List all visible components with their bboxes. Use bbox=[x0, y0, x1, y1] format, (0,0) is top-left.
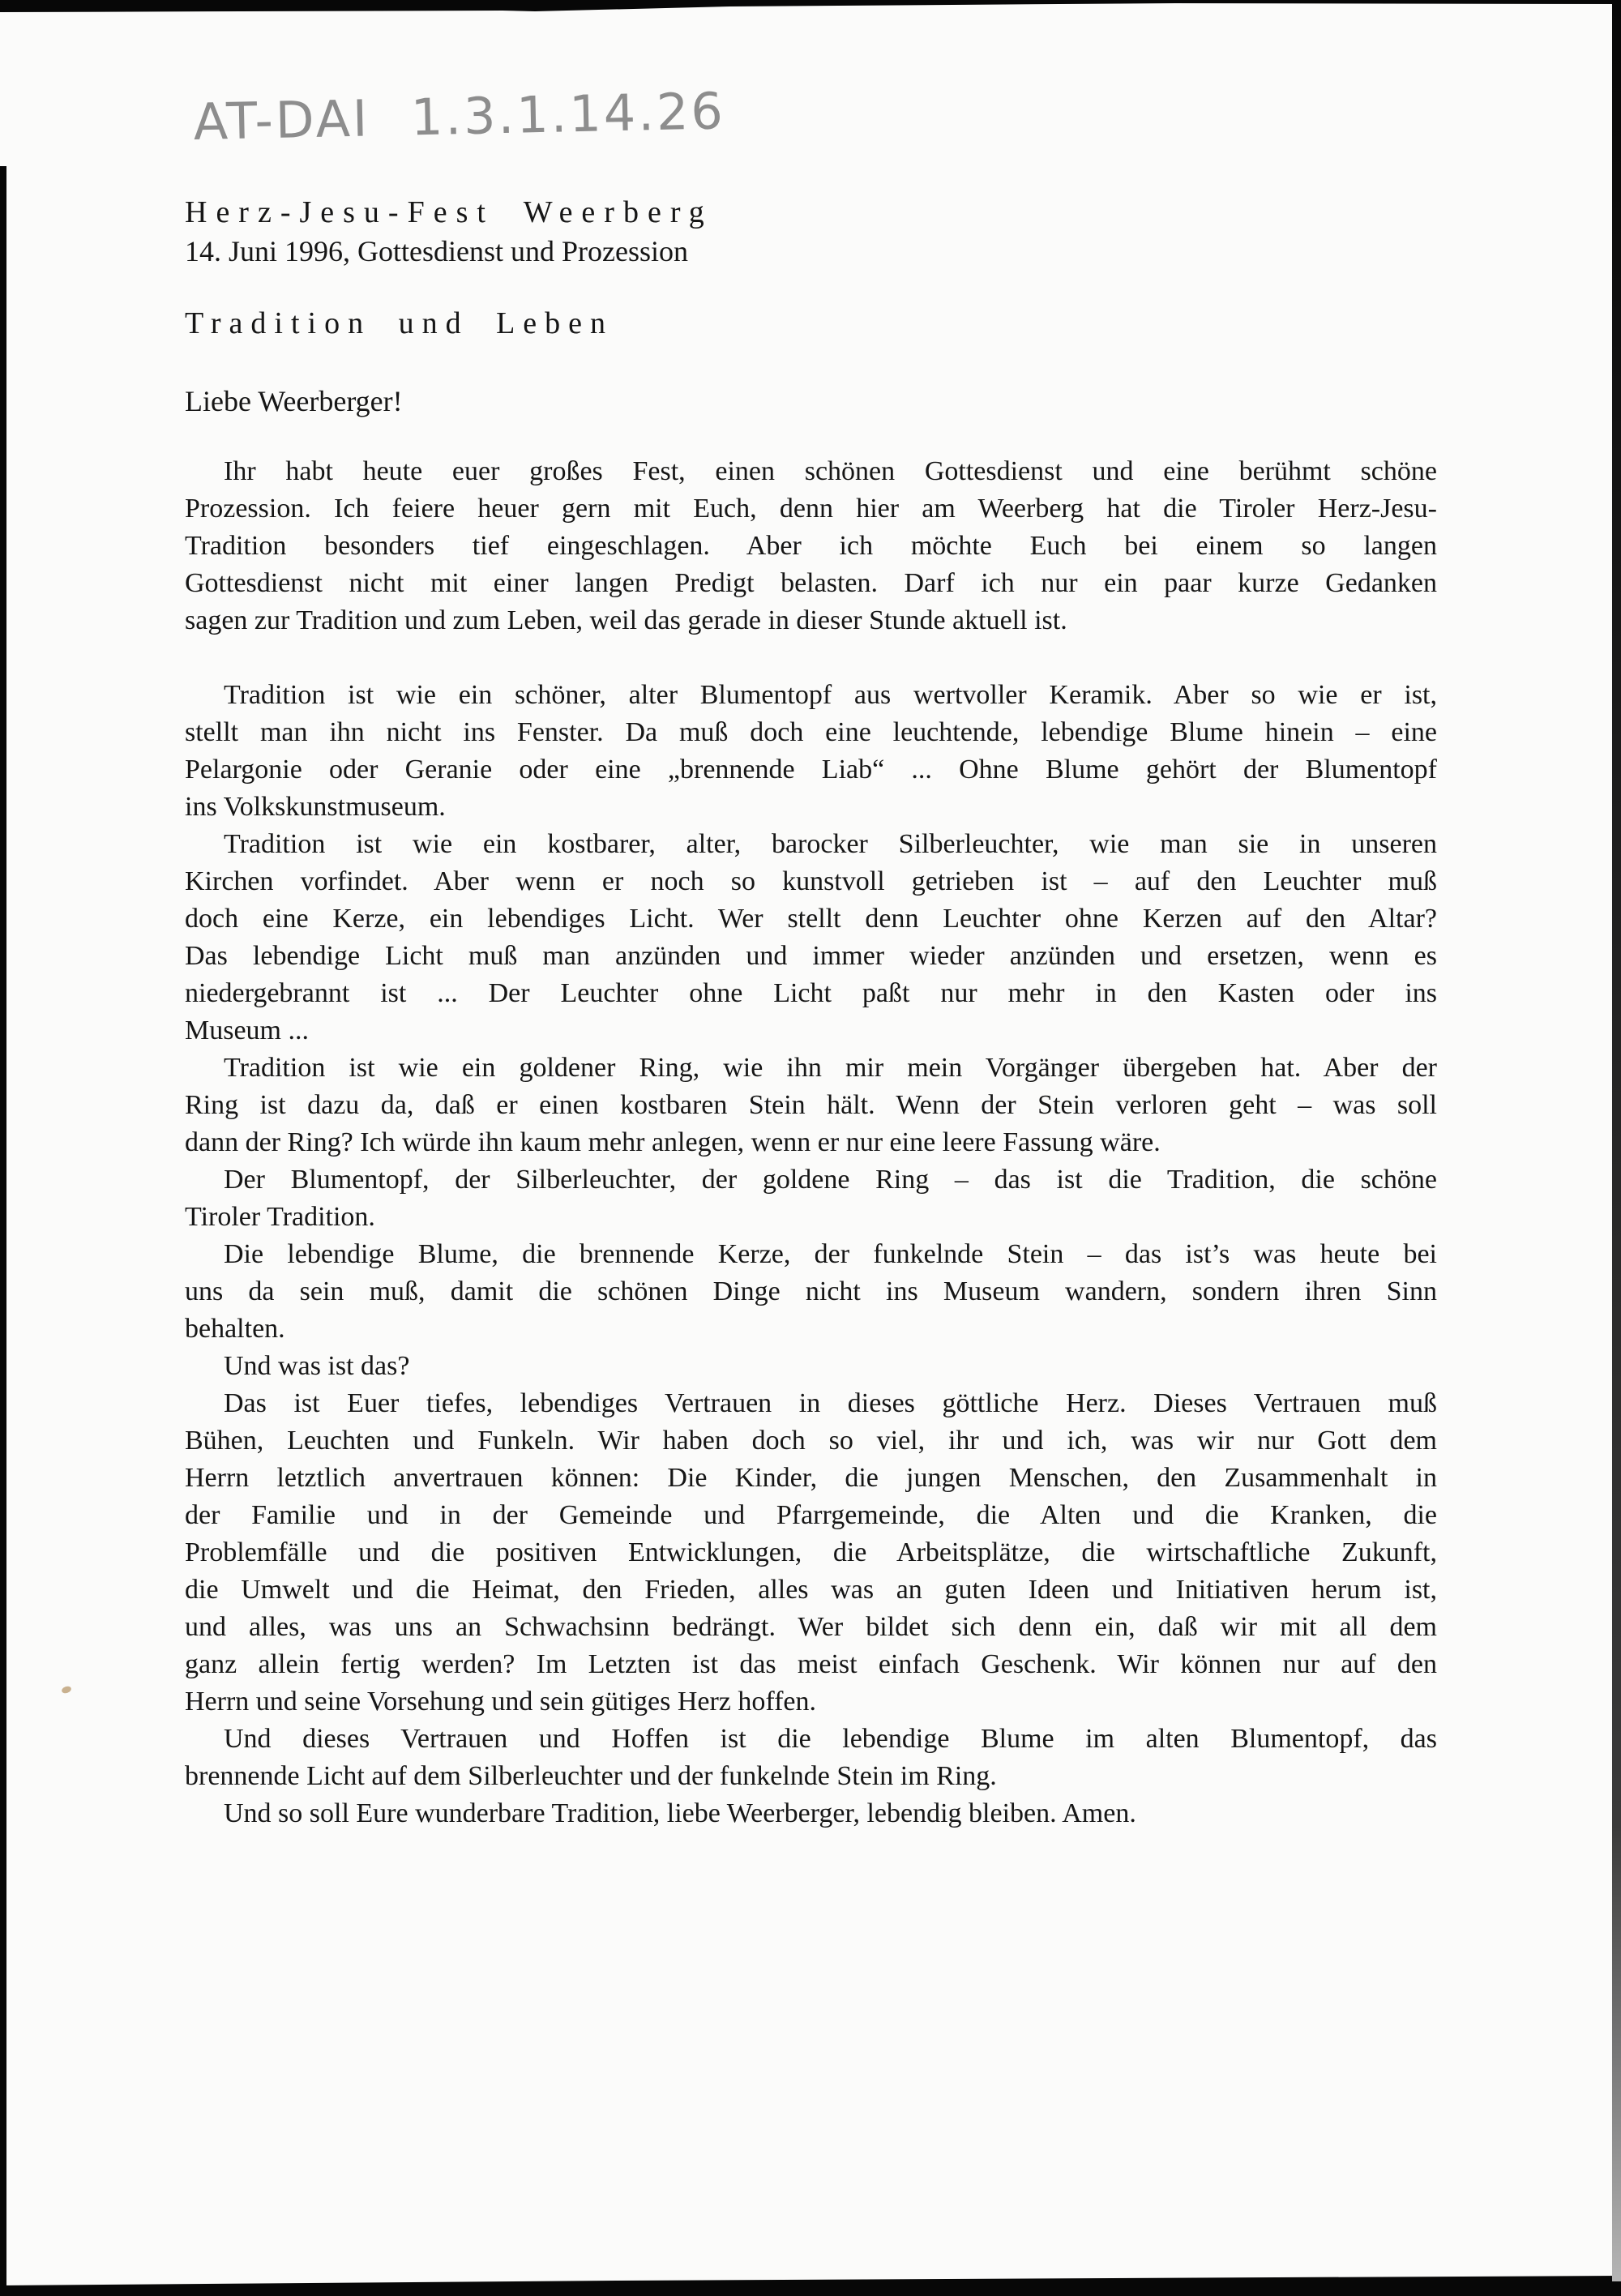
text-line: Der Blumentopf, der Silberleuchter, der goldene Ring – das ist die Tradition, die schöne bbox=[224, 1165, 1437, 1195]
scan-top-band bbox=[0, 0, 1621, 12]
paragraph bbox=[185, 453, 1437, 639]
text-line: Tradition ist wie ein kostbarer, alter, barocker Silberleuchter, wie man sie in unseren bbox=[224, 829, 1437, 859]
text-line: Problemfälle und die positiven Entwicklungen, die Arbeitsplätze, die wirtschaftliche Zukunft, bbox=[185, 1537, 1437, 1567]
text-line: dann der Ring? Ich würde ihn kaum mehr anlegen, wenn er nur eine leere Fassung wäre. bbox=[185, 1127, 1161, 1157]
letter-date-line: 14. Juni 1996, Gottesdienst und Prozession bbox=[185, 235, 688, 267]
text-line: Das lebendige Licht muß man anzünden und immer wieder anzünden und ersetzen, wenn es bbox=[185, 941, 1437, 971]
text-line: der Familie und in der Gemeinde und Pfarrgemeinde, die Alten und die Kranken, die bbox=[185, 1500, 1437, 1530]
text-line: Und dieses Vertrauen und Hoffen ist die lebendige Blume im alten Blumentopf, das bbox=[224, 1724, 1437, 1754]
text-line: Herrn und seine Vorsehung und sein gütiges Herz hoffen. bbox=[185, 1687, 817, 1717]
text-line: Und was ist das? bbox=[224, 1351, 410, 1381]
paper-speck bbox=[61, 1685, 72, 1695]
text-line: doch eine Kerze, ein lebendiges Licht. Wer stellt denn Leuchter ohne Kerzen auf den Altar? bbox=[185, 904, 1437, 934]
text-line: behalten. bbox=[185, 1314, 285, 1344]
text-line: Bühen, Leuchten und Funkeln. Wir haben doch so viel, ihr und ich, was wir nur Gott dem bbox=[185, 1426, 1437, 1456]
paragraph bbox=[185, 677, 1437, 826]
text-line: Prozession. Ich feiere heuer gern mit Euch, denn hier am Weerberg hat die Tiroler Herz-Jesu- bbox=[185, 494, 1437, 524]
text-line: stellt man ihn nicht ins Fenster. Da muß doch eine leuchtende, lebendige Blume hinein – eine bbox=[185, 717, 1437, 747]
letter-salutation: Liebe Weerberger! bbox=[185, 385, 403, 417]
text-line: sagen zur Tradition und zum Leben, weil das gerade in dieser Stunde aktuell ist. bbox=[185, 605, 1067, 635]
text-line: die Umwelt und die Heimat, den Frieden, alles was an guten Ideen und Initiativen herum ist, bbox=[185, 1575, 1437, 1605]
text-line: Ring ist dazu da, daß er einen kostbaren Stein hält. Wenn der Stein verloren geht – was soll bbox=[185, 1090, 1437, 1120]
text-line: Herrn letztlich anvertrauen können: Die Kinder, die jungen Menschen, den Zusammenhalt in bbox=[185, 1463, 1437, 1493]
text-line: Tradition besonders tief eingeschlagen. Aber ich möchte Euch bei einem so langen bbox=[185, 531, 1437, 561]
text-line: Pelargonie oder Geranie oder eine „brennende Liab“ ... Ohne Blume gehört der Blumentopf bbox=[185, 755, 1437, 785]
text-line: Tradition ist wie ein schöner, alter Blumentopf aus wertvoller Keramik. Aber so wie er ist, bbox=[224, 680, 1437, 710]
letter-body bbox=[185, 453, 1437, 1832]
text-line: brennende Licht auf dem Silberleuchter und der funkelnde Stein im Ring. bbox=[185, 1761, 997, 1791]
text-line: und alles, was uns an Schwachsinn bedrängt. Wer bildet sich denn ein, daß wir mit all dem bbox=[185, 1612, 1437, 1642]
text-line: niedergebrannt ist ... Der Leuchter ohne Licht paßt nur mehr in den Kasten oder ins bbox=[185, 978, 1437, 1008]
scan-bottom-band bbox=[0, 2276, 1621, 2296]
letter-title: Herz-Jesu-Fest Weerberg bbox=[185, 195, 713, 229]
text-line: Kirchen vorfindet. Aber wenn er noch so kunstvoll getrieben ist – auf den Leuchter muß bbox=[185, 866, 1437, 896]
letter-subject-heading: Tradition und Leben bbox=[185, 306, 614, 340]
scan-right-strip bbox=[1612, 4, 1621, 2281]
paragraph bbox=[185, 1161, 1437, 1236]
archival-reference-handwriting: AT-DAI 1.3.1.14.26 bbox=[192, 81, 726, 152]
paragraph bbox=[185, 1795, 1437, 1832]
text-line: Tradition ist wie ein goldener Ring, wie ihn mir mein Vorgänger übergeben hat. Aber der bbox=[224, 1053, 1437, 1083]
paragraph bbox=[185, 1348, 1437, 1385]
text-line: Ihr habt heute euer großes Fest, einen schönen Gottesdienst und eine berühmt schöne bbox=[224, 456, 1437, 486]
text-line: uns da sein muß, damit die schönen Dinge nicht ins Museum wandern, sondern ihren Sinn bbox=[185, 1276, 1437, 1306]
text-line: Die lebendige Blume, die brennende Kerze, der funkelnde Stein – das ist’s was heute bei bbox=[224, 1239, 1437, 1269]
text-line: Und so soll Eure wunderbare Tradition, liebe Weerberger, lebendig bleiben. Amen. bbox=[224, 1798, 1136, 1828]
scan-left-strip bbox=[0, 166, 6, 2285]
text-line: Tiroler Tradition. bbox=[185, 1202, 375, 1232]
paragraph bbox=[185, 1236, 1437, 1348]
text-line: Gottesdienst nicht mit einer langen Predigt belasten. Darf ich nur ein paar kurze Gedanken bbox=[185, 568, 1437, 598]
text-line: ganz allein fertig werden? Im Letzten ist das meist einfach Geschenk. Wir können nur auf den bbox=[185, 1649, 1437, 1679]
paragraph bbox=[185, 1050, 1437, 1161]
text-line: ins Volkskunstmuseum. bbox=[185, 792, 446, 822]
text-line: Das ist Euer tiefes, lebendiges Vertrauen in dieses göttliche Herz. Dieses Vertrauen muß bbox=[224, 1388, 1437, 1418]
paragraph bbox=[185, 1721, 1437, 1795]
paragraph bbox=[185, 826, 1437, 1050]
paragraph bbox=[185, 1385, 1437, 1721]
text-line: Museum ... bbox=[185, 1015, 309, 1045]
